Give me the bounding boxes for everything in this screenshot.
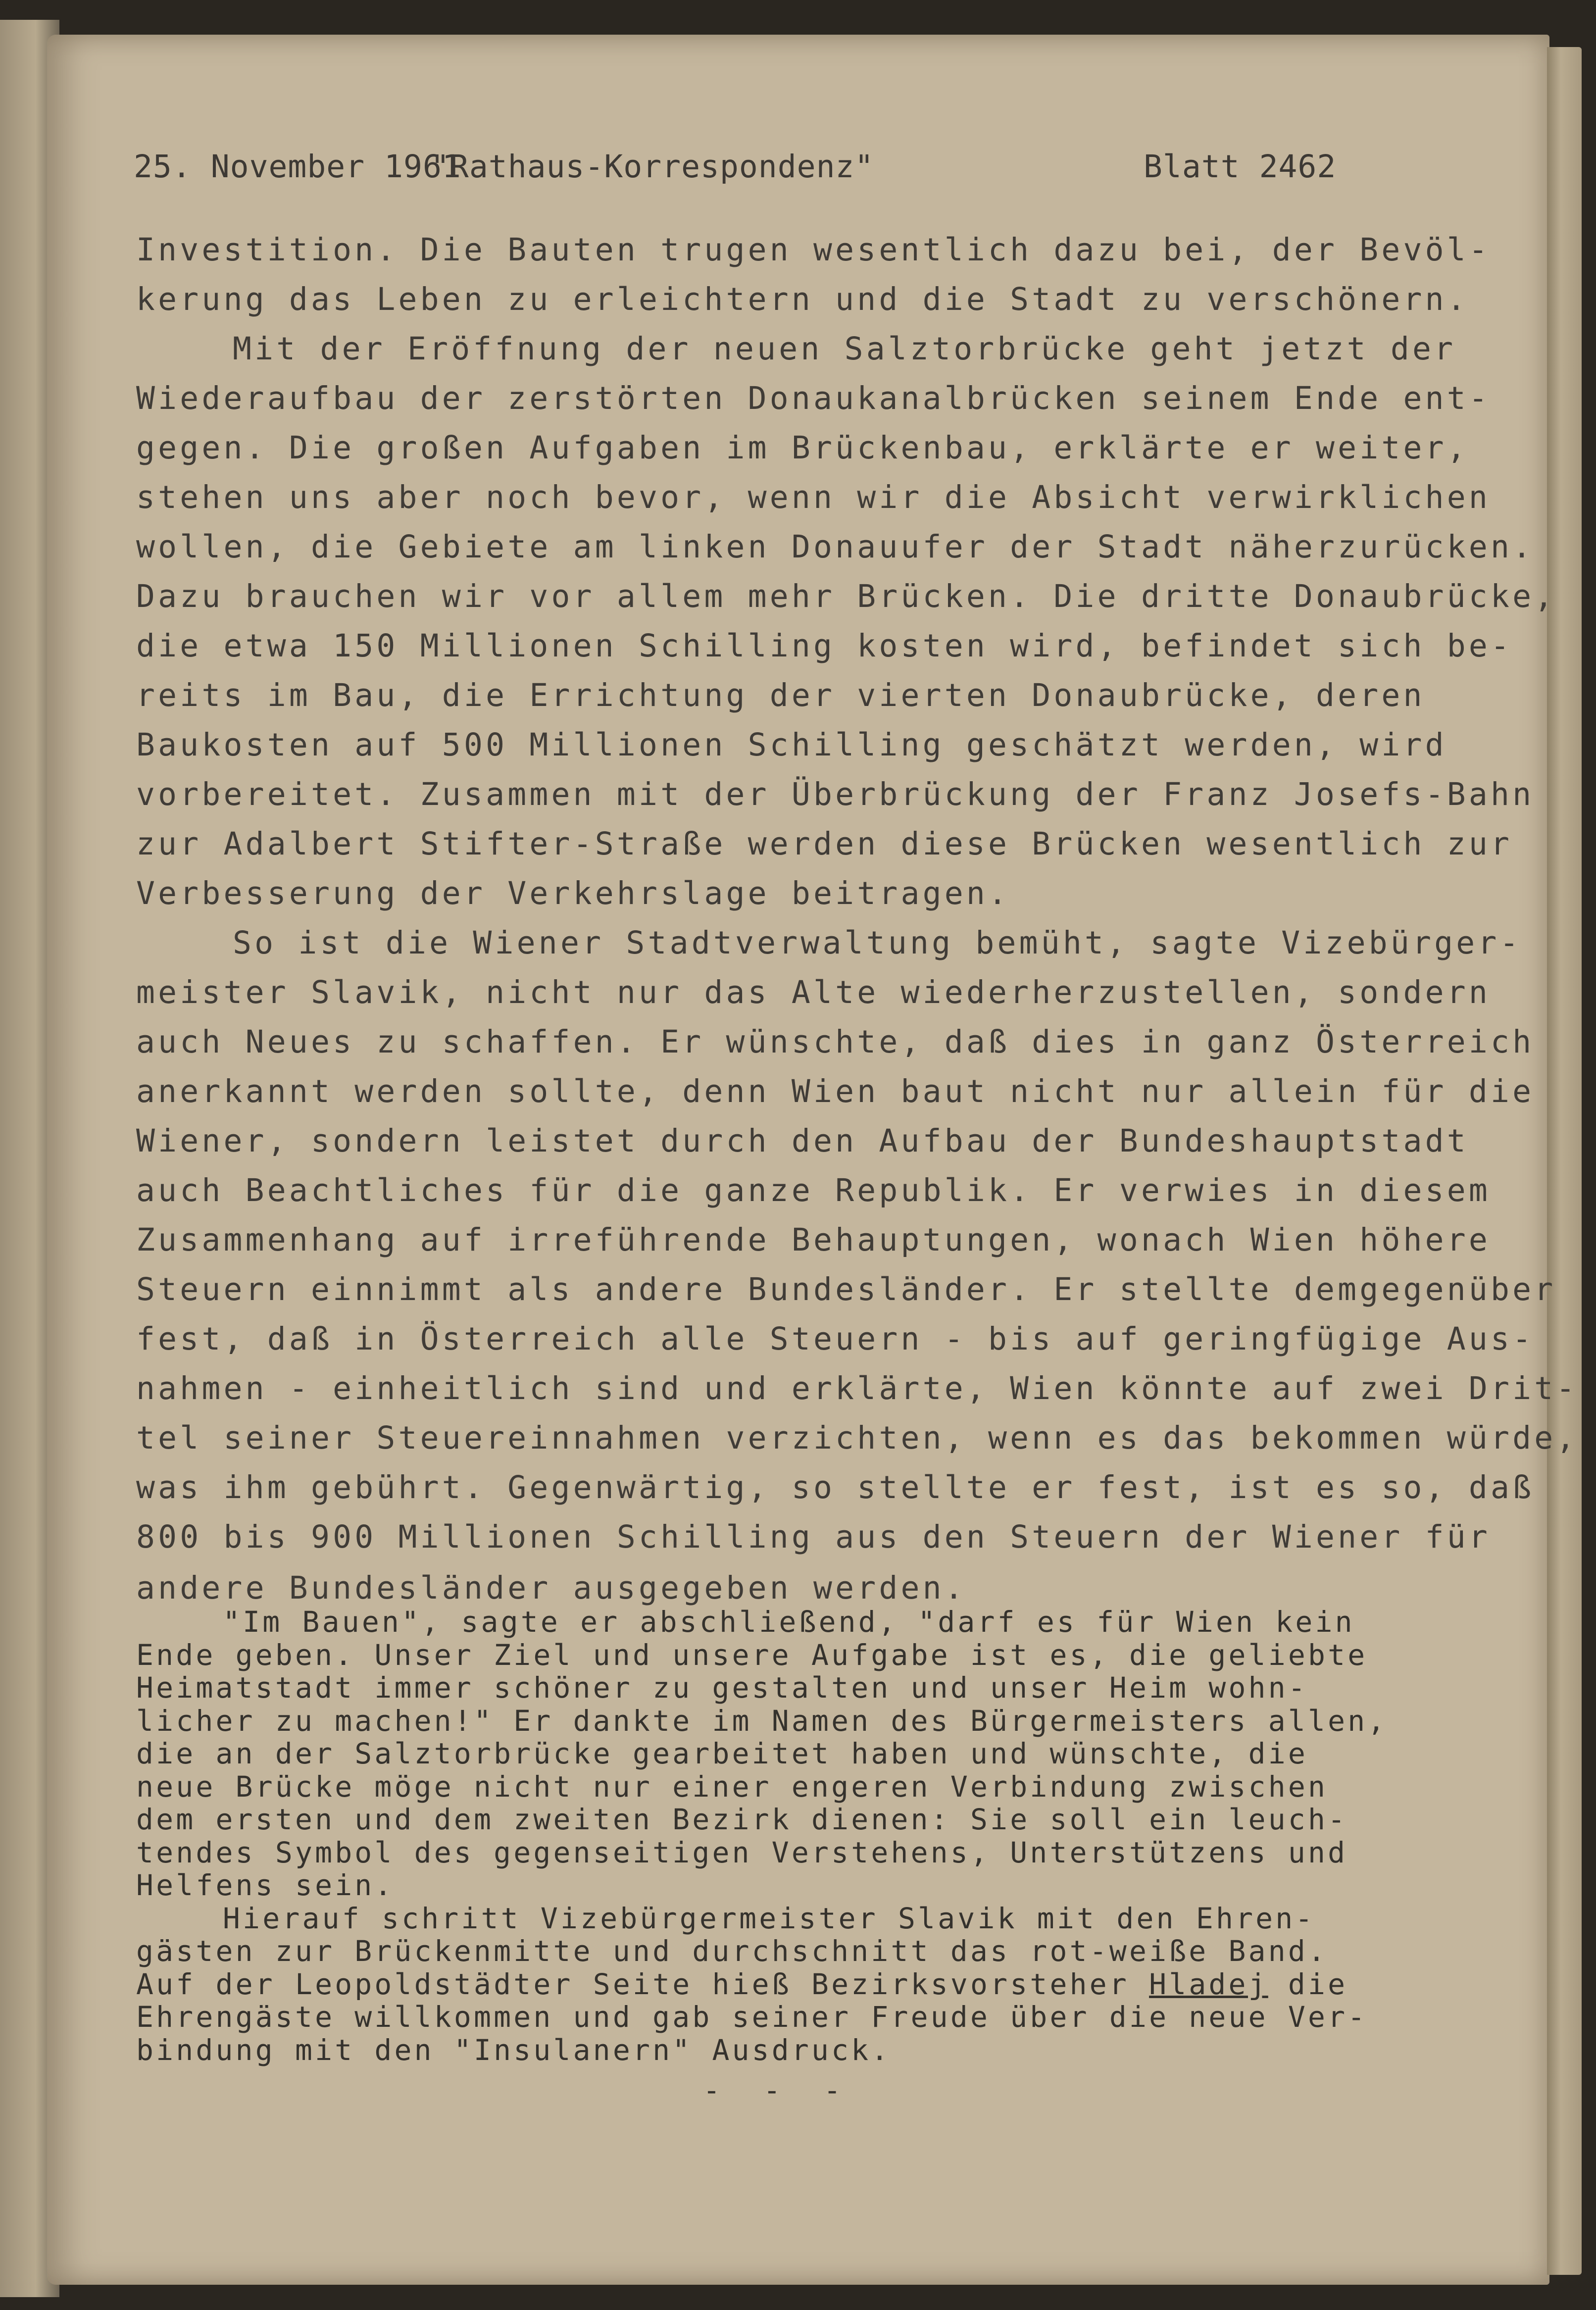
closing-line: Hierauf schritt Vizebürgermeister Slavik mit den Ehren-: [223, 1902, 1315, 1935]
body-line: tel seiner Steuereinnahmen verzichten, wenn es das bekommen würde,: [136, 1420, 1578, 1456]
body-line: gegen. Die großen Aufgaben im Brückenbau, erklärte er weiter,: [136, 430, 1469, 466]
closing-line: Helfens sein.: [136, 1868, 395, 1902]
body-line: Zusammenhang auf irreführende Behauptungen, wonach Wien höhere: [136, 1222, 1491, 1258]
body-line: Mit der Eröffnung der neuen Salztorbrücke geht jetzt der: [233, 331, 1456, 367]
closing-line-part: die: [1268, 1967, 1348, 2001]
closing-line: neue Brücke möge nicht nur einer engeren Verbindung zwischen: [136, 1770, 1328, 1804]
end-separator: - - -: [703, 2073, 854, 2107]
closing-line: licher zu machen!" Er dankte im Namen des Bürgermeisters allen,: [136, 1704, 1388, 1738]
body-line: Dazu brauchen wir vor allem mehr Brücken. Die dritte Donaubrücke,: [136, 578, 1556, 614]
header-sheet-number: Blatt 2462: [1144, 149, 1337, 185]
header-date: 25. November 1961: [134, 149, 461, 185]
closing-line: "Im Bauen", sagte er abschließend, "darf es für Wien kein: [223, 1605, 1355, 1639]
body-line: Wiederaufbau der zerstörten Donaukanalbrücken seinem Ende ent-: [136, 380, 1491, 416]
body-line: Wiener, sondern leistet durch den Aufbau der Bundeshauptstadt: [136, 1123, 1469, 1159]
district-head-name: Hladej: [1149, 1967, 1268, 2001]
closing-line: tendes Symbol des gegenseitigen Verstehens, Unterstützens und: [136, 1836, 1348, 1869]
body-line: Investition. Die Bauten trugen wesentlich dazu bei, der Bevöl-: [136, 232, 1491, 268]
body-line: Steuern einnimmt als andere Bundesländer. Er stellte demgegenüber: [136, 1271, 1556, 1307]
closing-line: die an der Salztorbrücke gearbeitet haben und wünschte, die: [136, 1737, 1308, 1770]
body-line: vorbereitet. Zusammen mit der Überbrückung der Franz Josefs-Bahn: [136, 776, 1535, 812]
closing-line-part: Auf der Leopoldstädter Seite hieß Bezirksvorsteher: [136, 1967, 1149, 2001]
body-line: anerkannt werden sollte, denn Wien baut nicht nur allein für die: [136, 1073, 1535, 1109]
body-line: meister Slavik, nicht nur das Alte wiederherzustellen, sondern: [136, 974, 1491, 1010]
closing-line: dem ersten und dem zweiten Bezirk dienen: Sie soll ein leuch-: [136, 1803, 1348, 1836]
closing-line: Heimatstadt immer schöner zu gestalten und unser Heim wohn-: [136, 1671, 1308, 1705]
body-line: fest, daß in Österreich alle Steuern - bis auf geringfügige Aus-: [136, 1321, 1535, 1357]
closing-line: bindung mit den "Insulanern" Ausdruck.: [136, 2033, 891, 2067]
body-line: nahmen - einheitlich sind und erklärte, Wien könnte auf zwei Drit-: [136, 1370, 1578, 1406]
closing-line: gästen zur Brückenmitte und durchschnitt das rot-weiße Band.: [136, 1934, 1328, 1968]
header-publication: "Rathaus-Korrespondenz": [431, 149, 874, 185]
body-line: So ist die Wiener Stadtverwaltung bemüht, sagte Vizebürger-: [233, 925, 1522, 961]
body-line: zur Adalbert Stifter-Straße werden diese Brücken wesentlich zur: [136, 826, 1513, 862]
page-header: [134, 149, 1371, 188]
body-line: Baukosten auf 500 Millionen Schilling geschätzt werden, wird: [136, 727, 1447, 763]
body-line: Verbesserung der Verkehrslage beitragen.: [136, 875, 1010, 911]
body-line: reits im Bau, die Errichtung der vierten Donaubrücke, deren: [136, 677, 1425, 713]
body-line: wollen, die Gebiete am linken Donauufer der Stadt näherzurücken.: [136, 529, 1535, 565]
body-line: 800 bis 900 Millionen Schilling aus den Steuern der Wiener für: [136, 1519, 1491, 1555]
body-line: andere Bundesländer ausgegeben werden.: [136, 1570, 966, 1606]
closing-line: Ende geben. Unser Ziel und unsere Aufgabe ist es, die geliebte: [136, 1638, 1368, 1672]
body-line: die etwa 150 Millionen Schilling kosten wird, befindet sich be-: [136, 628, 1513, 664]
body-line: auch Neues zu schaffen. Er wünschte, daß dies in ganz Österreich: [136, 1024, 1535, 1060]
body-line: auch Beachtliches für die ganze Republik. Er verwies in diesem: [136, 1172, 1491, 1208]
body-line: was ihm gebührt. Gegenwärtig, so stellte er fest, ist es so, daß: [136, 1469, 1535, 1506]
body-line: kerung das Leben zu erleichtern und die Stadt zu verschönern.: [136, 281, 1469, 317]
body-line: stehen uns aber noch bevor, wenn wir die Absicht verwirklichen: [136, 479, 1491, 515]
closing-line: Ehrengäste willkommen und gab seiner Freude über die neue Ver-: [136, 2000, 1368, 2034]
closing-line: [136, 1968, 1347, 2001]
page-stack-edge: [1547, 47, 1582, 2275]
